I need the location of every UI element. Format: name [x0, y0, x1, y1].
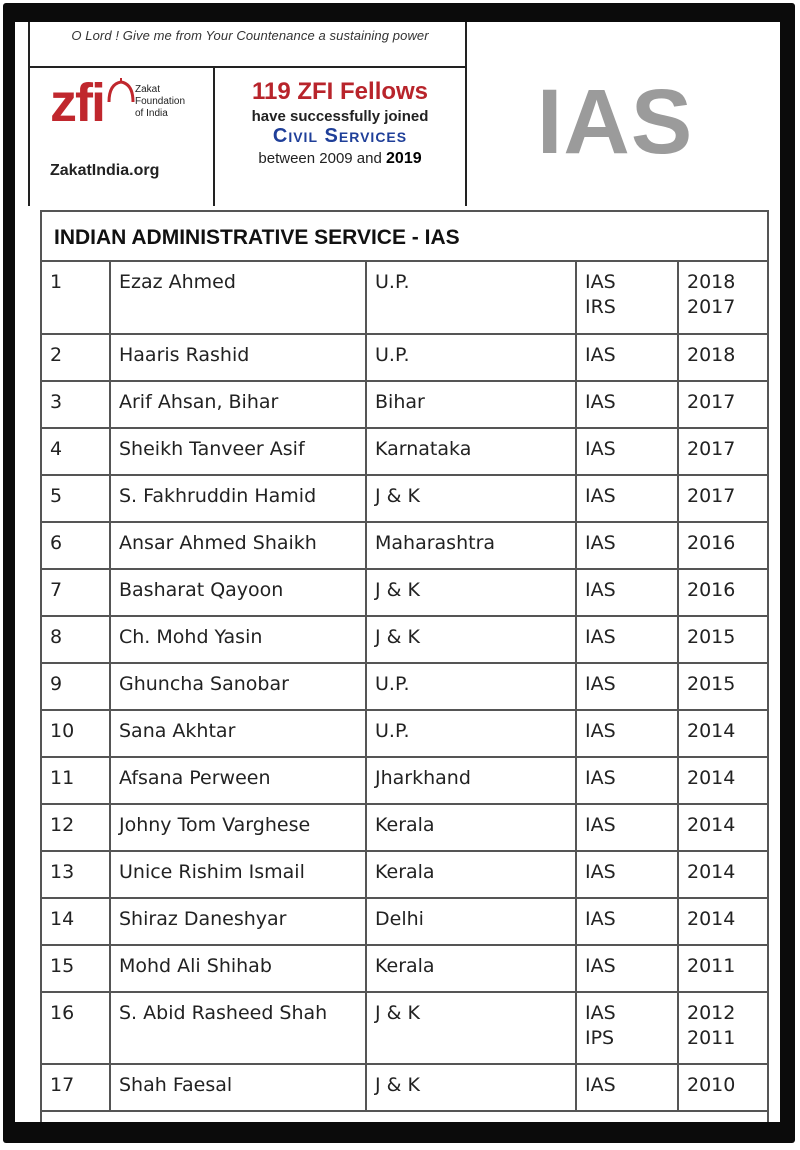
fellow-year: 2015 — [678, 616, 767, 663]
fellow-state: U.P. — [366, 262, 576, 334]
fellow-name: Johny Tom Varghese — [110, 804, 366, 851]
fellow-state: Bihar — [366, 381, 576, 428]
fellow-name: Ezaz Ahmed — [110, 262, 366, 334]
fellow-name: Sheikh Tanveer Asif — [110, 428, 366, 475]
row-number: 14 — [42, 898, 110, 945]
fellow-name: S. Abid Rasheed Shah — [110, 992, 366, 1064]
dome-icon — [106, 78, 136, 104]
fellows-line: have successfully joined — [251, 108, 429, 125]
fellow-service: IAS — [576, 569, 678, 616]
fellow-year: 2018 — [678, 334, 767, 381]
table-row — [42, 522, 767, 569]
fellow-service: IAS — [576, 334, 678, 381]
row-number: 16 — [42, 992, 110, 1064]
fellow-year: 2011 — [678, 945, 767, 992]
fellow-service: IAS — [576, 428, 678, 475]
header-divider — [465, 22, 467, 206]
fellow-name: Haaris Rashid — [110, 334, 366, 381]
fellow-state: Jharkhand — [366, 757, 576, 804]
row-number: 15 — [42, 945, 110, 992]
logo-website: ZakatIndia.org — [50, 162, 160, 179]
header-divider — [28, 66, 466, 68]
table-row — [42, 663, 767, 710]
table-row — [42, 710, 767, 757]
table-row — [42, 616, 767, 663]
fellow-name: Basharat Qayoon — [110, 569, 366, 616]
table-row — [42, 898, 767, 945]
fellow-state: J & K — [366, 616, 576, 663]
table-title: INDIAN ADMINISTRATIVE SERVICE - IAS — [42, 212, 767, 262]
fellow-state: U.P. — [366, 663, 576, 710]
row-number: 13 — [42, 851, 110, 898]
fellow-state: Kerala — [366, 804, 576, 851]
row-number: 4 — [42, 428, 110, 475]
fellow-service: IAS — [576, 945, 678, 992]
motto-text: O Lord ! Give me from Your Countenance a sustaining power — [71, 28, 429, 43]
table-row — [42, 569, 767, 616]
row-number: 17 — [42, 1064, 110, 1111]
row-number: 11 — [42, 757, 110, 804]
fellow-state: J & K — [366, 992, 576, 1064]
fellow-state: Maharashtra — [366, 522, 576, 569]
fellow-name: Mohd Ali Shihab — [110, 945, 366, 992]
fellow-name: Ch. Mohd Yasin — [110, 616, 366, 663]
fellow-year: 2017 — [678, 428, 767, 475]
fellow-service: IAS — [576, 522, 678, 569]
table-row — [42, 428, 767, 475]
fellow-state: Delhi — [366, 898, 576, 945]
fellow-year: 2018 2017 — [678, 262, 767, 334]
fellow-name: Ansar Ahmed Shaikh — [110, 522, 366, 569]
fellow-year: 2014 — [678, 804, 767, 851]
fellow-name: Afsana Perween — [110, 757, 366, 804]
fellow-year: 2014 — [678, 851, 767, 898]
table-row — [42, 757, 767, 804]
big-ias-label: IAS — [536, 71, 694, 173]
fellow-year: 2016 — [678, 522, 767, 569]
fellow-state: Karnataka — [366, 428, 576, 475]
fellow-service: IAS IRS — [576, 262, 678, 334]
fellow-service: IAS — [576, 381, 678, 428]
fellow-year: 2014 — [678, 898, 767, 945]
table-row — [42, 381, 767, 428]
fellow-service: IAS — [576, 804, 678, 851]
row-number: 8 — [42, 616, 110, 663]
fellow-state: Kerala — [366, 851, 576, 898]
fellow-year: 2014 — [678, 757, 767, 804]
fellow-year: 2012 2011 — [678, 992, 767, 1064]
fellow-state: Kerala — [366, 945, 576, 992]
row-number: 6 — [42, 522, 110, 569]
civil-services-label: Civil Services — [272, 125, 408, 147]
fellow-service: IAS — [576, 616, 678, 663]
fellow-service: IAS — [576, 1064, 678, 1111]
fellow-service: IAS — [576, 898, 678, 945]
fellow-service: IAS — [576, 475, 678, 522]
fellow-service: IAS — [576, 663, 678, 710]
fellow-state: J & K — [366, 475, 576, 522]
zfi-logo — [28, 70, 213, 200]
fellow-service: IAS — [576, 757, 678, 804]
fellow-year: 2017 — [678, 475, 767, 522]
row-number: 3 — [42, 381, 110, 428]
row-number: 10 — [42, 710, 110, 757]
fellow-year: 2010 — [678, 1064, 767, 1111]
fellow-name: Ghuncha Sanobar — [110, 663, 366, 710]
fellows-years: between 2009 and 2019 — [258, 150, 422, 167]
fellow-name: Unice Rishim Ismail — [110, 851, 366, 898]
table-row — [42, 1064, 767, 1111]
fellow-service: IAS — [576, 710, 678, 757]
fellows-count: 119 ZFI Fellows — [251, 78, 429, 105]
table-row — [42, 992, 767, 1064]
fellow-name: Shiraz Daneshyar — [110, 898, 366, 945]
logo-mark: zfi — [50, 73, 104, 133]
row-number: 9 — [42, 663, 110, 710]
fellow-name: Sana Akhtar — [110, 710, 366, 757]
fellow-year: 2014 — [678, 710, 767, 757]
row-number: 12 — [42, 804, 110, 851]
table-row — [42, 804, 767, 851]
fellow-year: 2017 — [678, 381, 767, 428]
fellow-state: U.P. — [366, 334, 576, 381]
table-row — [42, 851, 767, 898]
row-number: 1 — [42, 262, 110, 334]
fellow-name: Arif Ahsan, Bihar — [110, 381, 366, 428]
fellow-name: S. Fakhruddin Hamid — [110, 475, 366, 522]
table-row — [42, 334, 767, 381]
logo-subtitle: Zakat Foundation of India — [135, 84, 186, 119]
fellow-year: 2015 — [678, 663, 767, 710]
row-number: 2 — [42, 334, 110, 381]
fellow-year: 2016 — [678, 569, 767, 616]
fellow-state: U.P. — [366, 710, 576, 757]
fellow-name: Shah Faesal — [110, 1064, 366, 1111]
table-row — [42, 945, 767, 992]
fellows-announcement — [215, 70, 465, 168]
fellow-state: J & K — [366, 1064, 576, 1111]
fellow-state: J & K — [366, 569, 576, 616]
table-row — [42, 475, 767, 522]
fellow-service: IAS — [576, 851, 678, 898]
fellow-service: IAS IPS — [576, 992, 678, 1064]
row-number: 7 — [42, 569, 110, 616]
table-row — [42, 262, 767, 334]
row-number: 5 — [42, 475, 110, 522]
fellows-table — [42, 262, 767, 1112]
ias-table — [40, 210, 769, 1122]
